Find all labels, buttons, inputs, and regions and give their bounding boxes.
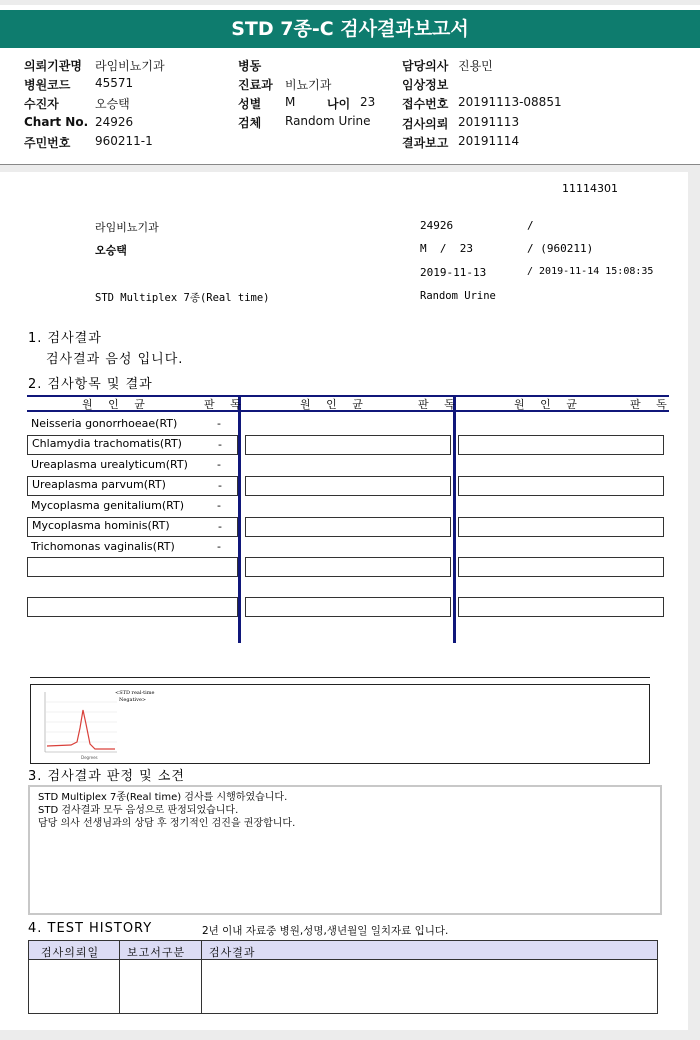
doctor-label: 담당의사 (402, 59, 449, 73)
hospital-label: 의뢰기관명 (24, 59, 82, 73)
table-row (27, 416, 236, 434)
organism-name: Ureaplasma urealyticum(RT) (31, 458, 188, 471)
table-row (27, 517, 238, 537)
organism-name: Mycoplasma genitalium(RT) (31, 499, 185, 512)
report-paper (0, 172, 688, 1030)
graph-subtitle: Negative> (119, 697, 147, 703)
empty-row (245, 517, 451, 537)
table-row (27, 435, 238, 455)
section1-text: 검사결과 음성 입니다. (46, 352, 184, 367)
col-organism-1: 원 인 균 (82, 398, 151, 411)
doctor-value: 진용민 (458, 59, 493, 73)
grid-divider-2 (453, 395, 456, 643)
organism-name: Neisseria gonorrhoeae(RT) (31, 417, 178, 430)
code-value: 45571 (95, 76, 134, 90)
report-slash: / (527, 219, 534, 232)
opinion-line: 담당 의사 선생님과의 상담 후 정기적인 검진을 권장합니다. (38, 818, 296, 829)
section4-note: 2년 이내 자료중 병원,성명,생년월일 일치자료 입니다. (202, 925, 449, 937)
receipt-value: 20191113-08851 (458, 95, 562, 109)
table-row (27, 498, 236, 516)
opinion-box (28, 785, 662, 915)
col-organism-2: 원 인 균 (300, 398, 369, 411)
report-hospital: 라임비뇨기과 (95, 221, 159, 234)
report-specimen: Random Urine (420, 290, 496, 302)
organism-name: Chlamydia trachomatis(RT) (32, 437, 182, 450)
sex-label: 성별 (238, 97, 262, 111)
receipt-label: 접수번호 (402, 97, 449, 111)
organism-name: Mycoplasma hominis(RT) (32, 519, 170, 532)
organism-result: - (217, 417, 221, 430)
clinical-label: 임상정보 (402, 78, 449, 92)
melt-curve-line (47, 710, 115, 749)
section2-title: 2. 검사항목 및 결과 (28, 377, 153, 392)
melt-curve-chart (35, 688, 125, 760)
ssn-value: 960211-1 (95, 134, 153, 148)
empty-row (458, 476, 664, 496)
dept-label: 진료과 (238, 78, 273, 92)
report-id: 11114301 (562, 182, 618, 195)
request-label: 검사의뢰 (402, 117, 449, 131)
history-col-divider (119, 941, 120, 959)
report-test-name: STD Multiplex 7종(Real time) (95, 292, 270, 304)
empty-row (245, 476, 451, 496)
history-col-divider (119, 960, 120, 1013)
empty-row (245, 597, 451, 617)
empty-row (458, 557, 664, 577)
empty-row (245, 435, 451, 455)
section3-title: 3. 검사결과 판정 및 소견 (28, 769, 185, 784)
chart-xlabel: Degrees (81, 755, 98, 760)
specimen-label: 검체 (238, 116, 262, 130)
organism-result: - (217, 540, 221, 553)
col-organism-3: 원 인 균 (514, 398, 583, 411)
col-result-3: 판 독 (630, 398, 673, 411)
history-col-result: 검사결과 (209, 946, 256, 959)
section1-title: 1. 검사결과 (28, 331, 102, 346)
graph-title: <STD real-time (115, 690, 155, 696)
organism-result: - (218, 520, 222, 533)
report-chart: 24926 (420, 219, 454, 232)
report-birth: / (960211) (527, 242, 594, 255)
dept-value: 비뇨기과 (285, 78, 332, 92)
ward-label: 병동 (238, 59, 262, 73)
chart-label: Chart No. (24, 115, 89, 129)
patient-info-box (0, 48, 700, 165)
history-col-divider (201, 941, 202, 959)
empty-row (27, 597, 238, 617)
patient-value: 오승택 (95, 97, 130, 111)
opinion-line: STD Multiplex 7종(Real time) 검사를 시행하였습니다. (38, 792, 288, 803)
col-result-2: 판 독 (418, 398, 461, 411)
sex-value: M (285, 95, 296, 109)
ssn-label: 주민번호 (24, 136, 71, 150)
history-col-type: 보고서구분 (127, 946, 186, 959)
age-label: 나이 (327, 97, 351, 111)
opinion-line: STD 검사결과 모두 음성으로 판정되었습니다. (38, 805, 239, 816)
section4-title: 4. TEST HISTORY (28, 921, 153, 936)
organism-result: - (218, 438, 222, 451)
report-value: 20191114 (458, 134, 520, 148)
organism-name: Ureaplasma parvum(RT) (32, 478, 166, 491)
chart-value: 24926 (95, 115, 134, 129)
empty-row (27, 557, 238, 577)
organism-result: - (218, 479, 222, 492)
report-date-report: / 2019-11-14 15:08:35 (527, 266, 654, 277)
grid-divider-1 (238, 395, 241, 643)
organism-result: - (217, 458, 221, 471)
report-label: 결과보고 (402, 136, 449, 150)
col-result-1: 판 독 (204, 398, 247, 411)
specimen-value: Random Urine (285, 114, 371, 128)
empty-row (458, 597, 664, 617)
report-date-request: 2019-11-13 (420, 266, 487, 279)
organism-result: - (217, 499, 221, 512)
hospital-value: 라임비뇨기과 (95, 59, 165, 73)
empty-row (458, 517, 664, 537)
history-col-divider (201, 960, 202, 1013)
table-row (27, 539, 236, 557)
history-header (28, 940, 658, 960)
request-value: 20191113 (458, 115, 520, 129)
empty-row (245, 557, 451, 577)
code-label: 병원코드 (24, 78, 71, 92)
report-patient: 오승택 (95, 244, 127, 257)
graph-top-rule (30, 677, 650, 678)
history-col-date: 검사의뢰일 (41, 946, 100, 959)
empty-row (458, 435, 664, 455)
table-row (27, 457, 236, 475)
melt-curve-box (30, 684, 650, 764)
organism-name: Trichomonas vaginalis(RT) (31, 540, 175, 553)
report-sex-age: M / 23 (420, 242, 473, 255)
history-body (28, 960, 658, 1014)
report-title: STD 7종-C 검사결과보고서 (0, 10, 700, 48)
patient-label: 수진자 (24, 97, 59, 111)
age-value: 23 (360, 95, 376, 109)
table-row (27, 476, 238, 496)
